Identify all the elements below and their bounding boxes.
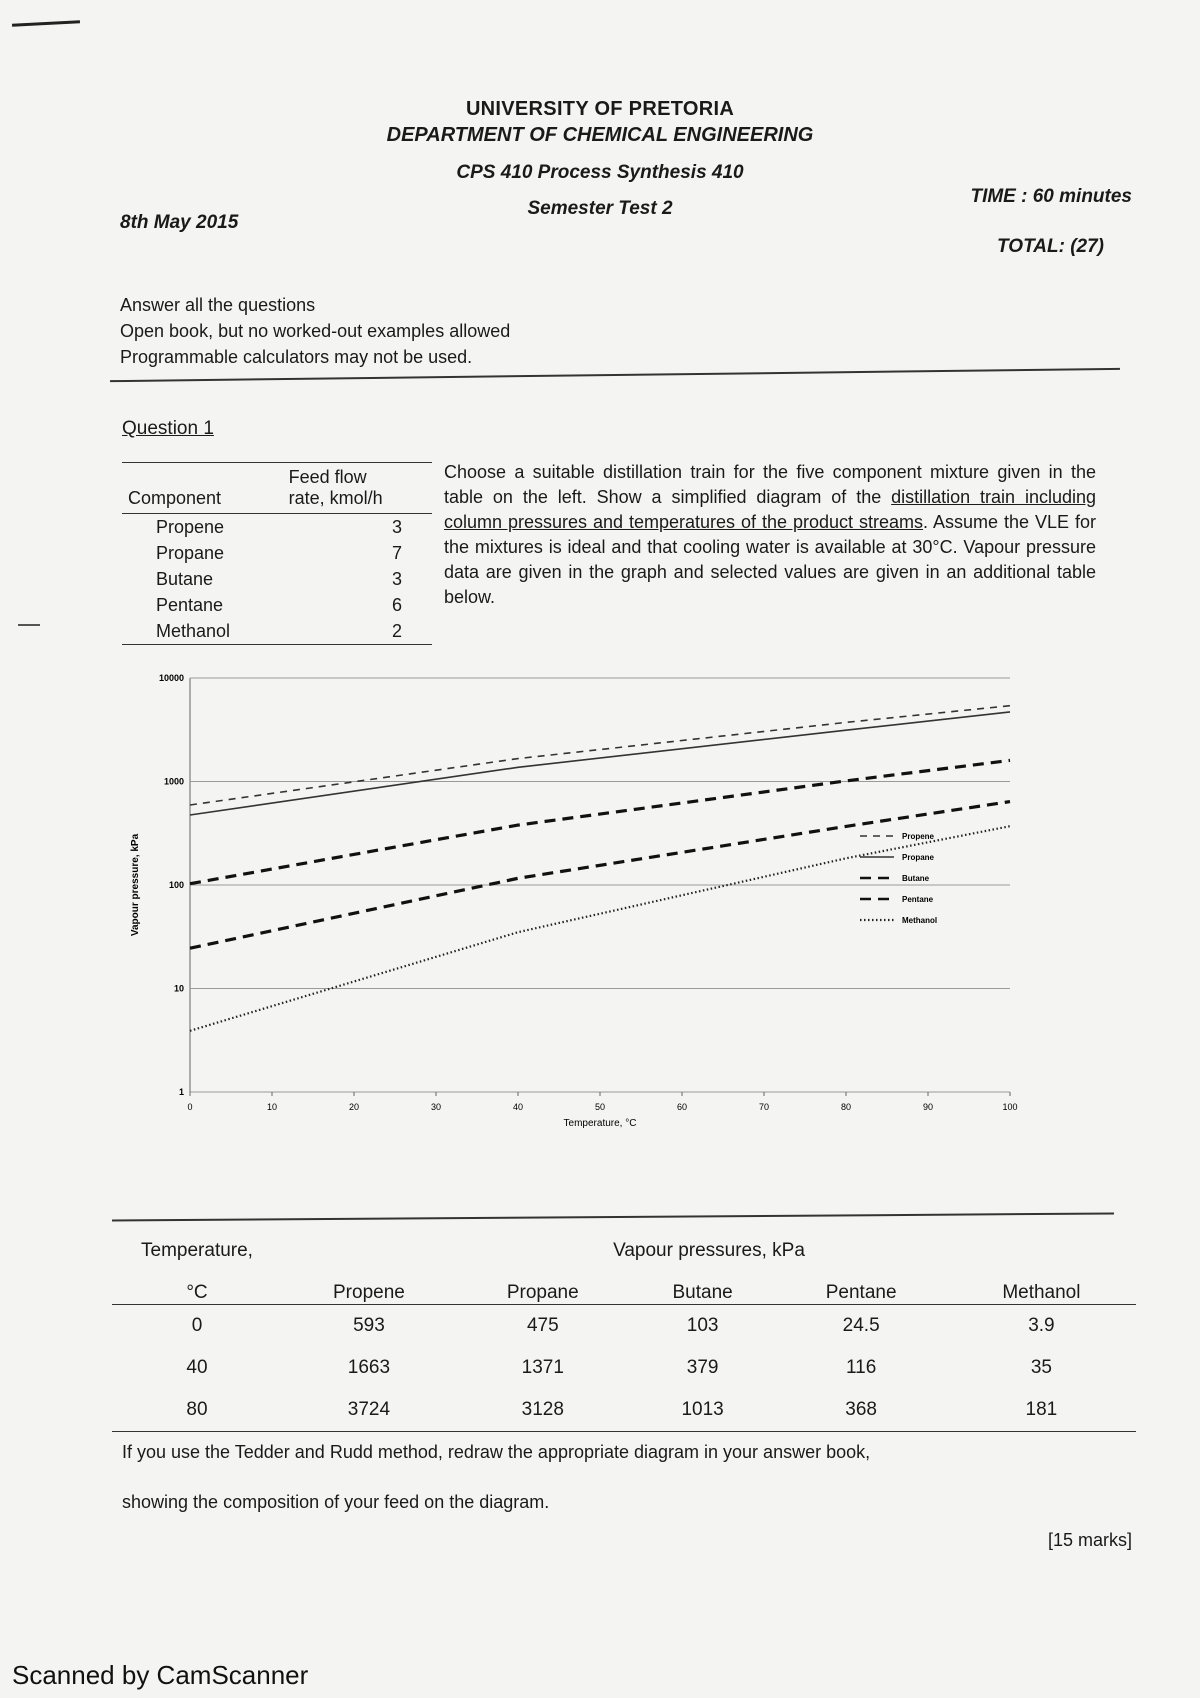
temp-cell: 0 [191, 1315, 203, 1336]
total-marks: TOTAL: (27) [997, 236, 1104, 257]
test-date: 8th May 2015 [120, 212, 239, 233]
vp-cell: 103 [686, 1315, 719, 1336]
temp-header: Temperature, [141, 1240, 253, 1261]
y-tick-label: 100 [168, 880, 184, 890]
chart-ticks [159, 673, 1018, 1112]
vp-cell: 24.5 [842, 1315, 880, 1336]
instruction-line: Programmable calculators may not be used. [120, 347, 473, 367]
y-tick-label: 10 [173, 983, 184, 994]
x-tick-label: 50 [594, 1102, 606, 1112]
instruction-line: Answer all the questions [120, 295, 316, 315]
course-title: CPS 410 Process Synthesis 410 [456, 162, 744, 183]
chart-series [190, 706, 1010, 1031]
x-tick-label: 30 [430, 1102, 442, 1112]
feed-flow: 2 [283, 618, 432, 645]
question-title: Question 1 [122, 418, 214, 439]
department-title: DEPARTMENT OF CHEMICAL ENGINEERING [386, 124, 814, 146]
question-text-underlined: distillation train including column pressures and temperatures of the product streams [444, 487, 1096, 532]
x-tick-label: 0 [187, 1102, 193, 1112]
table-row [112, 1347, 1136, 1389]
header-flow [283, 463, 432, 514]
legend-label: Propene [902, 832, 935, 841]
vp-cell: 368 [775, 1389, 946, 1432]
vp-cell: 3724 [282, 1389, 456, 1432]
table-row [112, 1389, 1136, 1432]
y-tick-label: 10000 [158, 673, 184, 683]
vp-cell: 116 [846, 1357, 877, 1378]
y-axis-label: Vapour pressure, kPa [130, 833, 141, 937]
vapour-pressure-chart [120, 652, 1100, 1192]
y-tick-label: 1000 [163, 776, 184, 787]
component-name: Butane [156, 568, 214, 589]
series-line-propane [190, 712, 1010, 815]
table-row [122, 618, 432, 645]
vp-cell: 593 [353, 1315, 385, 1336]
instruction-note: If you use the Tedder and Rudd method, redraw the appropriate diagram in your answer book, [122, 1442, 871, 1462]
component-name: Propane [156, 542, 225, 563]
header-flow-line2: rate, kmol/h [288, 488, 383, 508]
pen-mark [18, 624, 40, 626]
feed-flow: 3 [391, 516, 402, 537]
table-row [122, 514, 432, 541]
table-row [122, 566, 432, 592]
test-title: Semester Test 2 [527, 198, 673, 219]
header-component: Component [122, 463, 283, 514]
component-name: Methanol [122, 618, 283, 645]
x-tick-label: 100 [1002, 1102, 1018, 1112]
y-tick-label: 1 [178, 1087, 184, 1097]
column-header: Propane [456, 1262, 630, 1305]
x-tick-label: 20 [348, 1102, 360, 1112]
table-row [122, 592, 432, 618]
instruction-note: showing the composition of your feed on the diagram. [122, 1492, 550, 1512]
question-text-part: . Assume the VLE for the mixtures is ideal and that cooling water is available at 30°C. Vapour pressure data are given in the graph and selected values are given in an additional table below. [444, 512, 1096, 607]
temp-unit-header: °C [112, 1262, 282, 1305]
feed-table [122, 462, 432, 645]
header-flow-line1: Feed flow [288, 467, 367, 487]
vp-cell: 1013 [630, 1389, 776, 1432]
university-title: UNIVERSITY OF PRETORIA [465, 98, 735, 120]
feed-flow: 7 [391, 542, 402, 563]
time-allowed: TIME : 60 minutes [970, 186, 1132, 207]
chart-legend [860, 832, 937, 925]
question-marks: [15 marks] [1047, 1530, 1132, 1550]
temp-cell: 40 [186, 1357, 208, 1378]
divider [112, 1213, 1114, 1222]
legend-label: Propane [902, 853, 935, 862]
x-tick-label: 90 [922, 1102, 934, 1112]
temp-cell: 80 [112, 1389, 282, 1432]
vp-cell: 1371 [521, 1357, 564, 1378]
question-text-part: Choose a suitable distillation train for the five component mixture given in the table on the left. Show a simplified diagram of the [444, 462, 1096, 507]
x-tick-label: 60 [676, 1102, 688, 1112]
x-axis-label: Temperature, °C [563, 1118, 637, 1129]
column-header: Methanol [947, 1262, 1136, 1305]
table-row [122, 540, 432, 566]
vapour-pressure-table [112, 1222, 1136, 1432]
vp-cell: 379 [686, 1357, 719, 1378]
vp-cell: 3128 [456, 1389, 630, 1432]
legend-label: Pentane [902, 895, 934, 904]
feed-flow: 6 [391, 594, 402, 615]
x-tick-label: 70 [758, 1102, 770, 1112]
x-tick-label: 80 [840, 1102, 852, 1112]
vp-cell: 1663 [347, 1357, 391, 1378]
feed-flow: 3 [391, 568, 402, 589]
instructions [120, 292, 510, 370]
pen-mark [12, 20, 80, 27]
series-line-propene [190, 706, 1010, 805]
vp-cell: 475 [526, 1315, 559, 1336]
chart-grid [190, 678, 1010, 1096]
vp-cell: 3.9 [1028, 1315, 1055, 1336]
vp-cell: 35 [1030, 1357, 1052, 1378]
scanner-watermark: Scanned by CamScanner [12, 1660, 309, 1690]
legend-label: Butane [902, 874, 930, 883]
column-header: Butane [630, 1262, 776, 1305]
series-line-pentane [190, 802, 1010, 949]
vp-cell: 181 [947, 1389, 1136, 1432]
component-name: Propene [156, 516, 225, 537]
component-name: Pentane [156, 594, 224, 615]
legend-label: Methanol [902, 916, 938, 925]
question-text [444, 460, 1096, 610]
column-header: Pentane [775, 1262, 946, 1305]
instruction-line: Open book, but no worked-out examples allowed [120, 321, 511, 341]
group-header: Vapour pressures, kPa [613, 1240, 805, 1261]
table-row [112, 1305, 1136, 1348]
column-header: Propene [282, 1262, 456, 1305]
x-tick-label: 10 [266, 1102, 278, 1112]
x-tick-label: 40 [512, 1102, 524, 1112]
